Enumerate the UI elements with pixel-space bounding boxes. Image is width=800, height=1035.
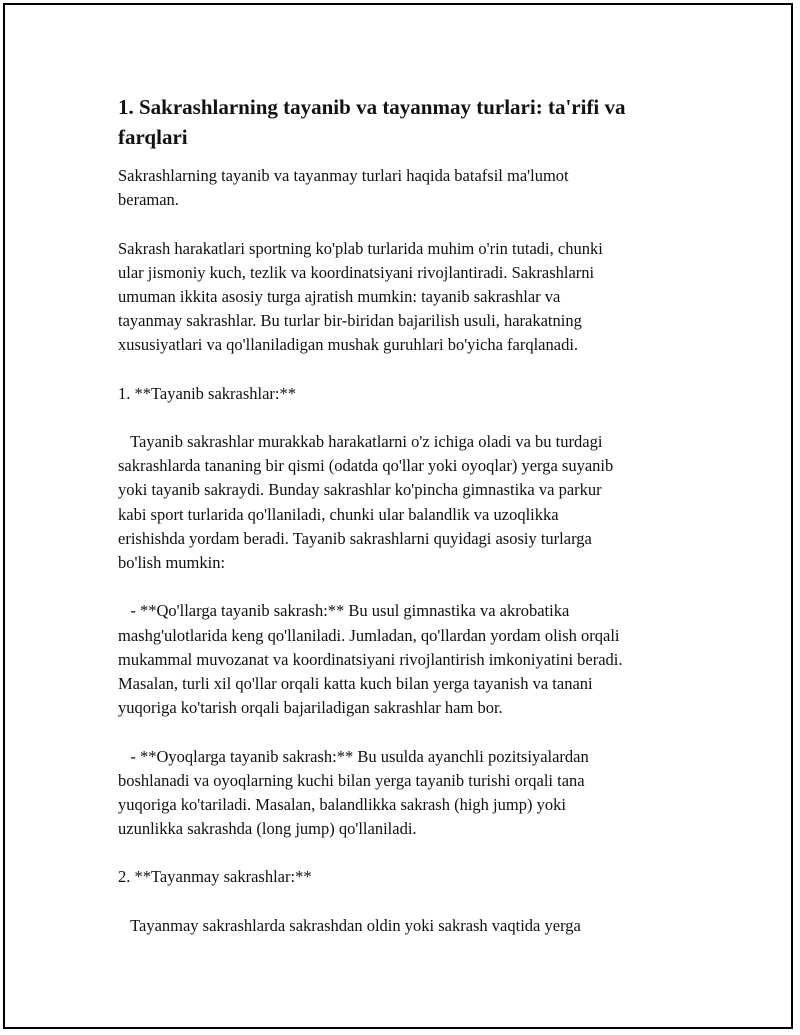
document-text: [118, 164, 688, 938]
text-line: bo'lish mumkin:: [118, 553, 226, 572]
text-line: umuman ikkita asosiy turga ajratish mumkin: tayanib sakrashlar va: [118, 286, 561, 306]
text-line: yoki tayanib sakraydi. Bunday sakrashlar ko'pincha gimnastika va parkur: [118, 480, 602, 500]
blank-line: [118, 720, 688, 744]
text-line: kabi sport turlarida qo'llaniladi, chunki ular balandlik va uzoqlikka: [118, 504, 559, 524]
blank-line: [118, 890, 688, 914]
blank-line: [118, 575, 688, 599]
text-line: beraman.: [118, 190, 179, 210]
text-line: Sakrashlarning tayanib va tayanmay turlari haqida batafsil ma'lumot: [118, 166, 569, 185]
text-line: ular jismoniy kuch, tezlik va koordinatsiyani rivojlantiradi. Sakrashlarni: [118, 262, 595, 282]
text-line: yuqoriga ko'tarish orqali bajariladigan sakrashlar ham bor.: [118, 698, 503, 718]
text-line: yuqoriga ko'tariladi. Masalan, balandlikka sakrash (high jump) yoki: [118, 794, 566, 814]
text-line: mashg'ulotlarida keng qo'llaniladi. Jumladan, qo'llardan yordam olish orqali: [118, 625, 620, 645]
text-line: Tayanib sakrashlar murakkab harakatlarni o'z ichiga oladi va bu turdagi: [118, 432, 603, 452]
text-line: Masalan, turli xil qo'llar orqali katta kuch bilan yerga tayanish va tanani: [118, 673, 593, 693]
document-body: [118, 92, 688, 938]
text-line: - **Qo'llarga tayanib sakrash:** Bu usul gimnastika va akrobatika: [118, 601, 570, 621]
text-line: boshlanadi va oyoqlarning kuchi bilan yerga tayanib turishi orqali tana: [118, 770, 585, 790]
text-line: mukammal muvozanat va koordinatsiyani rivojlantirish imkoniyatini beradi.: [118, 649, 623, 669]
text-line: xususiyatlari va qo'llaniladigan mushak guruhlari bo'yicha farqlanadi.: [118, 335, 579, 355]
text-line: Sakrash harakatlari sportning ko'plab turlarida muhim o'rin tutadi, chunki: [118, 238, 603, 258]
blank-line: [118, 358, 688, 382]
text-line: 1. **Tayanib sakrashlar:**: [118, 383, 297, 403]
document-title: 1. Sakrashlarning tayanib va tayanmay turlari: ta'rifi va farqlari: [118, 95, 626, 149]
text-line: sakrashlarda tananing bir qismi (odatda qo'llar yoki oyoqlar) yerga suyanib: [118, 456, 614, 476]
text-line: tayanmay sakrashlar. Bu turlar bir-biridan bajarilish usuli, harakatning: [118, 311, 582, 331]
text-line: uzunlikka sakrashda (long jump) qo'llaniladi.: [118, 819, 417, 839]
text-line: Tayanmay sakrashlarda sakrashdan oldin yoki sakrash vaqtida yerga: [118, 915, 581, 935]
text-line: - **Oyoqlarga tayanib sakrash:** Bu usulda ayanchli pozitsiyalardan: [118, 746, 589, 766]
blank-line: [118, 841, 688, 865]
text-line: erishishda yordam beradi. Tayanib sakrashlarni quyidagi asosiy turlarga: [118, 528, 592, 548]
blank-line: [118, 212, 688, 236]
text-line: 2. **Tayanmay sakrashlar:**: [118, 867, 312, 887]
blank-line: [118, 406, 688, 430]
